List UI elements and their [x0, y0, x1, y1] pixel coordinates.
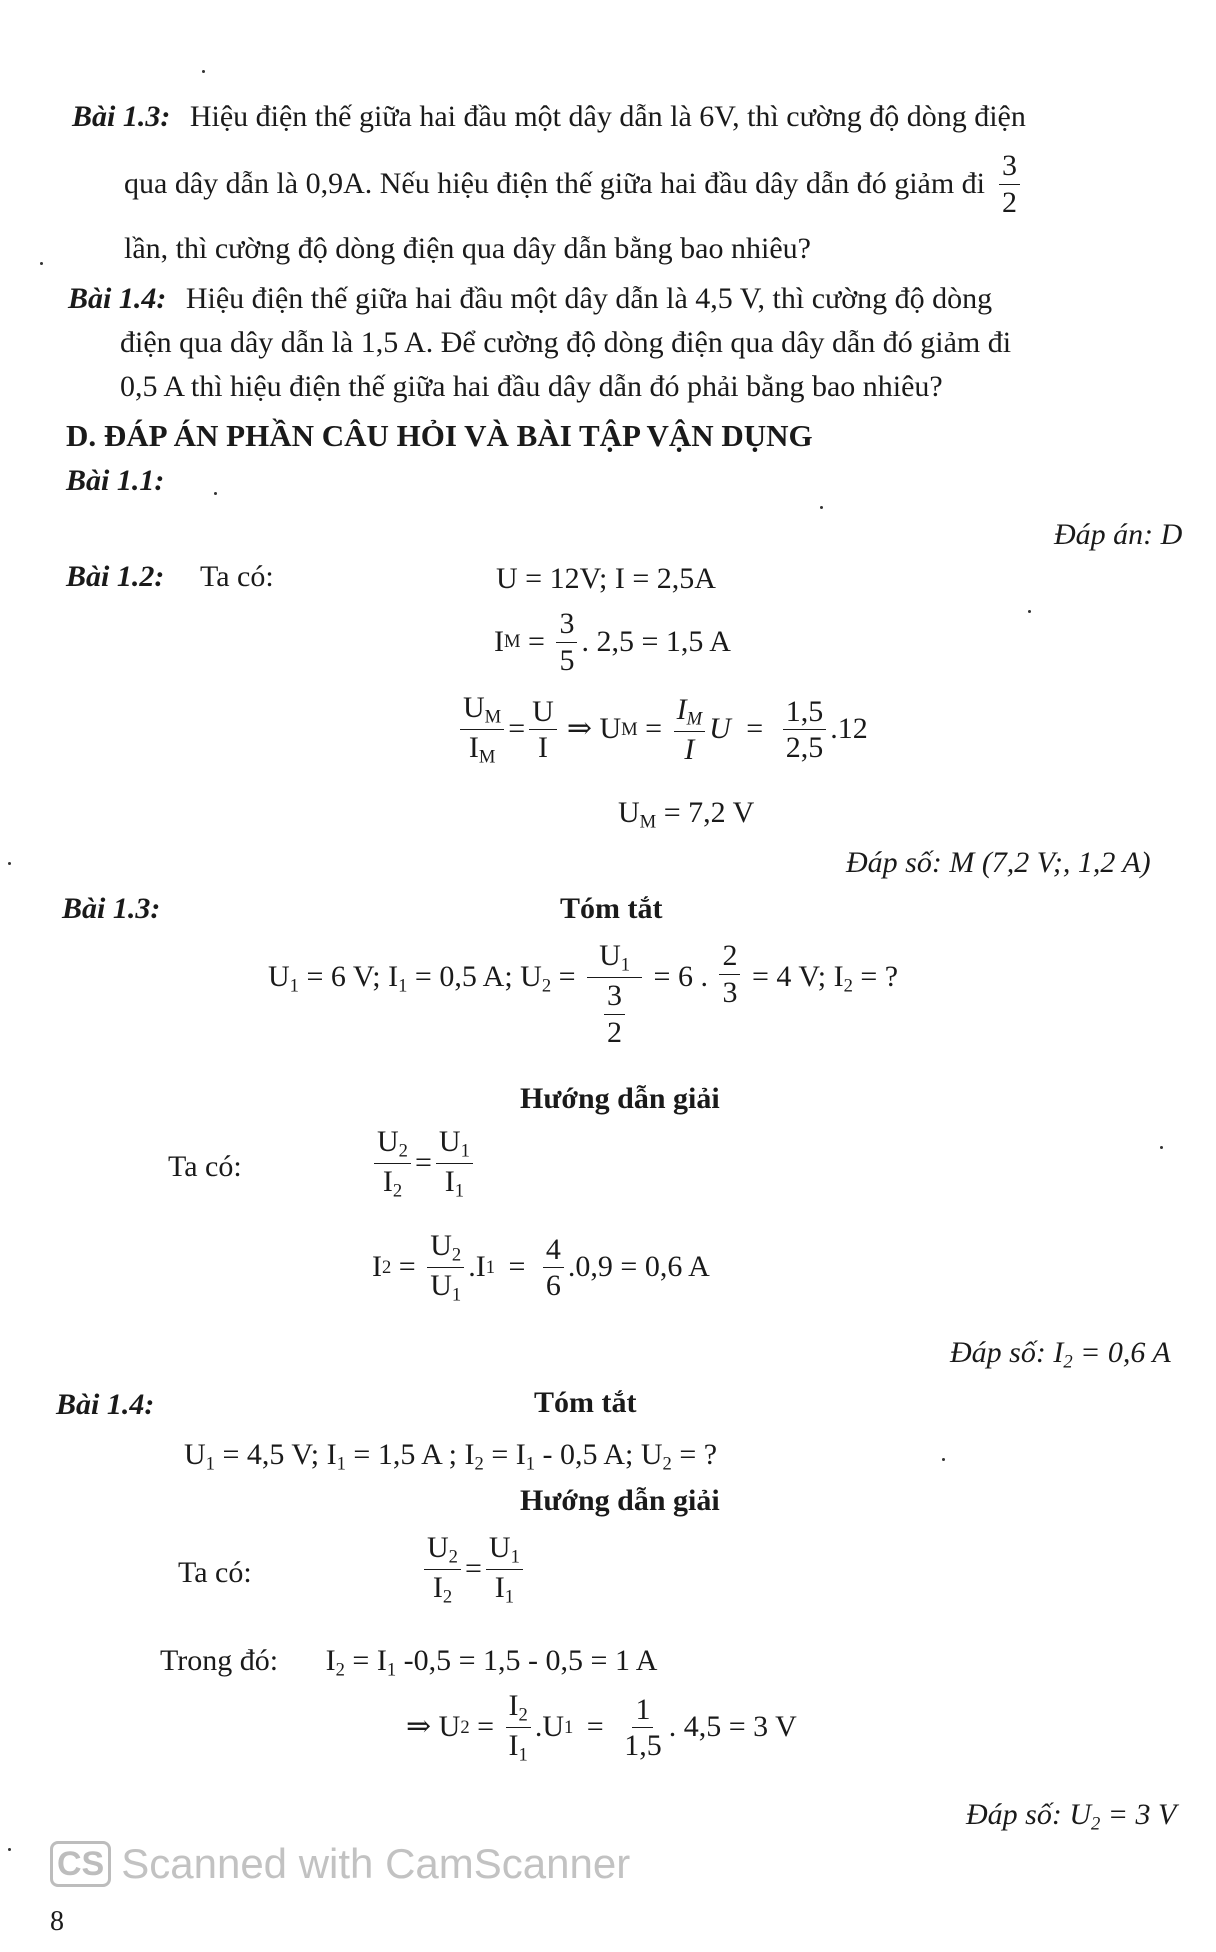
b13-question-line2	[124, 150, 1024, 218]
b14-calc-a-sub: 2	[460, 1716, 470, 1738]
b14-sum-b-sub: 1	[336, 1453, 346, 1475]
b14-ratio-l-den-sub: 2	[442, 1586, 453, 1608]
b14-answer	[966, 1798, 1176, 1835]
b12-im-fraction	[556, 608, 577, 676]
b12-im-symbol: I	[494, 624, 504, 658]
b13-ratio-left	[374, 1126, 411, 1201]
b12-frac1-num-sub: M	[484, 706, 502, 728]
b14-ratio-l-den: I	[432, 1571, 443, 1605]
b13-ratio-right	[436, 1126, 473, 1201]
camscanner-text: Scanned with CamScanner	[121, 1840, 631, 1887]
b13-answer-a: Đáp số: I	[950, 1336, 1064, 1369]
b12-frac2-num: U	[529, 696, 557, 731]
b13-sum-b-sub: 1	[398, 975, 408, 997]
b13-ratio-r-num-sub: 1	[460, 1140, 470, 1162]
b13-ratio-line	[370, 1126, 477, 1201]
b13-question-fraction	[999, 150, 1020, 218]
b12-im-rest: . 2,5 = 1,5 A	[581, 624, 731, 658]
b14-calc-f2-den: 1,5	[624, 1729, 662, 1763]
b13-sum-frac2-num: 2	[719, 940, 740, 975]
b13-sum-d: =	[551, 960, 584, 993]
b12-frac3-den: I	[684, 732, 695, 766]
b13-calc-frac2	[543, 1234, 564, 1302]
scan-speck	[8, 862, 11, 865]
b12-frac-im-i	[674, 694, 706, 766]
b14-where-a: I	[325, 1644, 336, 1677]
b14-calc-d: =	[579, 1710, 612, 1744]
b11-answer: Đáp án: D	[1054, 518, 1183, 551]
b14-ratio-eq: =	[464, 1552, 482, 1586]
b12-frac1-den-sub: M	[478, 746, 496, 768]
b12-frac-values	[783, 696, 827, 764]
b14-sum-a-sub: 1	[205, 1453, 215, 1475]
b14-ratio-right	[486, 1532, 523, 1607]
b14-question-line3	[120, 370, 943, 405]
b12-frac4-num: 1,5	[783, 696, 827, 731]
b13-calc-f-num: U	[430, 1229, 452, 1262]
b13-guide-title: Hướng dẫn giải	[520, 1082, 720, 1115]
b13-calc-f-den: U	[430, 1269, 452, 1303]
b12-im-frac-num: 3	[556, 608, 577, 643]
b14-calc-e: . 4,5 = 3 V	[668, 1710, 797, 1744]
b13-ratio-l-num: U	[377, 1125, 399, 1158]
b12-answer: Đáp số: M (7,2 V;, 1,2 A)	[846, 846, 1151, 879]
b12-im-eq: =	[520, 624, 553, 658]
b12-frac1-den: I	[468, 731, 479, 765]
b14-where-label: Trong đó:	[160, 1644, 279, 1677]
b12-im-frac-den: 5	[559, 643, 575, 677]
b14-sum-d: = I	[483, 1438, 526, 1471]
b14-sum-c: = 1,5 A ; I	[345, 1438, 475, 1471]
b14-answer-a: Đáp số: U	[966, 1798, 1091, 1831]
b13-sum-b: = 6 V; I	[298, 960, 399, 993]
b13-calc-c-sub: 1	[485, 1256, 495, 1278]
b14-calc-b: =	[469, 1710, 502, 1744]
scan-speck	[40, 262, 43, 265]
b14-calc-c: .U	[534, 1710, 564, 1744]
b12-given: U = 12V; I = 2,5A	[496, 562, 716, 595]
b14-where-b: = I	[344, 1644, 387, 1677]
camscanner-logo: CS	[50, 1841, 111, 1887]
b14-calc-f-num-sub: 2	[518, 1704, 528, 1726]
b14-ratio-r-num-sub: 1	[510, 1546, 520, 1568]
scan-speck	[1028, 610, 1031, 613]
b13-question-line3	[124, 232, 811, 267]
b14-calc-a: ⇒ U	[406, 1710, 461, 1744]
b14-calc-f-den-sub: 1	[518, 1744, 528, 1766]
b14-calc-frac2	[621, 1694, 665, 1762]
b13-question-text2: qua dây dẫn là 0,9A. Nếu hiệu điện thế giữa hai đầu dây dẫn đó giảm đi	[124, 166, 986, 200]
b13-sum-inner-den: 2	[607, 1015, 623, 1049]
b13-sum-frac-num: U	[599, 939, 621, 972]
b12-im-sub: M	[504, 631, 521, 653]
b14-where-line	[160, 1644, 657, 1681]
b13-sum-frac-num-sub: 1	[620, 954, 631, 976]
b14-calc-c-sub: 1	[564, 1716, 574, 1738]
b13-sum-c: = 0,5 A; U	[407, 960, 542, 993]
b13-ratio-l-den: I	[382, 1165, 393, 1199]
b13-sum-a: U	[268, 960, 290, 993]
b13-question-text1: Hiệu điện thế giữa hai đầu một dây dẫn là 6V, thì cường độ dòng điện	[189, 100, 1026, 133]
camscanner-watermark	[50, 1840, 630, 1888]
b14-where-b-sub: 1	[386, 1659, 397, 1681]
b13-ratio-r-num: U	[438, 1125, 461, 1158]
b14-calc-f2-num: 1	[632, 1694, 653, 1729]
b14-ratio-r-num: U	[488, 1531, 511, 1564]
b13-sum-e: = 6 .	[646, 960, 716, 993]
b13-calc-line	[372, 1230, 710, 1305]
b13-calc-a: I	[372, 1250, 382, 1284]
b13-calc-c: .I	[468, 1250, 486, 1284]
b14-question-line1	[68, 282, 992, 317]
b11-label: Bài 1.1:	[66, 464, 165, 497]
b12-frac3-eq: =	[738, 712, 771, 746]
b12-result-sub: M	[639, 811, 657, 833]
b13-calc-f-num-sub: 2	[451, 1244, 462, 1266]
b14-calc-frac1	[506, 1690, 531, 1765]
b14-ratio-l-num: U	[427, 1531, 449, 1564]
b14-sum-e-sub: 2	[662, 1453, 672, 1475]
b13-calc-d: =	[500, 1250, 533, 1284]
b12-frac3-num-sub: M	[686, 708, 703, 730]
b14-guide-title: Hướng dẫn giải	[520, 1484, 720, 1517]
b13-summary-title: Tóm tắt	[560, 892, 663, 925]
b14-question-text1: Hiệu điện thế giữa hai đầu một dây dẫn là 4,5 V, thì cường độ dòng	[185, 282, 993, 315]
b14-where-c: -0,5 = 1,5 - 0,5 = 1 A	[396, 1644, 658, 1677]
b13-intro: Ta có:	[168, 1150, 242, 1183]
b12-frac2-den: I	[537, 731, 548, 765]
b13-sum-f: = 4 V; I	[744, 960, 844, 993]
b13-question-frac-den: 2	[1002, 185, 1018, 219]
b13-sum-f-sub: 2	[843, 975, 853, 997]
scan-speck	[820, 506, 823, 509]
b14-calc-line	[406, 1690, 797, 1765]
b13-calc-f2-num: 4	[543, 1234, 564, 1269]
b13-sum-g: = ?	[852, 960, 899, 993]
b12-result	[618, 796, 754, 833]
b12-intro: Ta có:	[200, 560, 274, 593]
b13-calc-a-sub: 2	[382, 1256, 392, 1278]
b12-frac4-after: .12	[830, 712, 868, 746]
b14-label: Bài 1.4:	[56, 1388, 155, 1421]
b13-ratio-r-den: I	[444, 1165, 455, 1199]
b14-intro: Ta có:	[178, 1556, 252, 1589]
b12-frac3-num: I	[676, 692, 687, 726]
b14-answer-b: = 3 V	[1100, 1798, 1177, 1831]
b13-summary-line	[268, 940, 898, 1048]
b13-question-line1	[72, 100, 1026, 135]
page-number: 8	[50, 1906, 64, 1937]
b12-result-u: U	[618, 796, 640, 829]
b12-arrow-sub: M	[621, 718, 638, 740]
b14-question-text3: 0,5 A thì hiệu điện thế giữa hai đầu dây dẫn đó phải bằng bao nhiêu?	[120, 370, 943, 403]
b13-sum-inner-num: 3	[604, 980, 625, 1015]
b14-ratio-r-den: I	[494, 1571, 505, 1605]
b14-ratio-l-num-sub: 2	[448, 1546, 458, 1568]
b12-proportion-line	[456, 692, 868, 767]
b14-ratio-line	[420, 1532, 527, 1607]
b13-calc-b: =	[391, 1250, 424, 1284]
b14-sum-b: = 4,5 V; I	[214, 1438, 337, 1471]
b14-ratio-r-den-sub: 1	[504, 1586, 515, 1608]
scan-speck	[214, 492, 217, 495]
scan-speck	[202, 70, 205, 73]
b12-frac-u-i	[529, 696, 557, 764]
b12-result-rest: = 7,2 V	[656, 796, 755, 829]
b13-sum-c-sub: 2	[541, 975, 552, 997]
b14-answer-sub: 2	[1091, 1813, 1101, 1835]
b13-ratio-l-num-sub: 2	[398, 1140, 408, 1162]
b14-calc-f-den: I	[508, 1729, 519, 1763]
b14-calc-f-num: I	[508, 1689, 519, 1722]
b13-answer-sub: 2	[1063, 1351, 1073, 1373]
scan-speck	[8, 1848, 11, 1851]
b13-label: Bài 1.3:	[62, 892, 161, 925]
b14-question-line2	[120, 326, 1011, 361]
b13-answer-b: = 0,6 A	[1072, 1336, 1171, 1369]
b14-question-text2: điện qua dây dẫn là 1,5 A. Để cường độ dòng điện qua dây dẫn đó giảm đi	[120, 326, 1012, 359]
b12-frac-um-im	[460, 692, 504, 767]
b13-calc-frac1	[427, 1230, 464, 1305]
b13-sum-inner-fraction	[604, 980, 625, 1048]
b12-frac1-num: U	[463, 691, 485, 724]
b14-sum-f: = ?	[671, 1438, 718, 1471]
b14-ratio-left	[424, 1532, 461, 1607]
b14-sum-e: - 0,5 A; U	[535, 1438, 663, 1471]
b12-arrow-eq: =	[637, 712, 670, 746]
b14-sum-c-sub: 2	[474, 1453, 484, 1475]
b13-question-frac-num: 3	[999, 150, 1020, 185]
scan-speck	[942, 1458, 945, 1461]
b13-calc-f-den-sub: 1	[451, 1284, 462, 1306]
b13-calc-e: .0,9 = 0,6 A	[567, 1250, 710, 1284]
b13-sum-compound-fraction	[587, 940, 642, 1048]
b13-question-label: Bài 1.3:	[72, 100, 171, 133]
b12-frac4-den: 2,5	[785, 731, 824, 765]
b13-sum-frac2	[719, 940, 740, 1008]
b12-im-line	[494, 608, 731, 676]
b14-sum-d-sub: 1	[525, 1453, 536, 1475]
b13-calc-f2-den: 6	[545, 1269, 561, 1303]
b13-ratio-eq: =	[414, 1146, 432, 1180]
b12-frac3-after: U	[709, 712, 731, 746]
b12-eq-sign: =	[508, 712, 526, 746]
b13-sum-frac2-den: 3	[722, 975, 738, 1009]
scan-speck	[1160, 1146, 1163, 1149]
b14-summary-title: Tóm tắt	[534, 1386, 637, 1419]
b12-label: Bài 1.2:	[66, 560, 165, 593]
b13-question-text3: lần, thì cường độ dòng điện qua dây dẫn bằng bao nhiêu?	[124, 232, 811, 265]
b14-where-a-sub: 2	[335, 1659, 345, 1681]
b14-sum-a: U	[184, 1438, 206, 1471]
section-heading: D. ĐÁP ÁN PHẦN CÂU HỎI VÀ BÀI TẬP VẬN DỤNG	[66, 418, 813, 453]
b14-question-label: Bài 1.4:	[68, 282, 167, 315]
b13-sum-a-sub: 1	[289, 975, 299, 997]
b13-ratio-r-den-sub: 1	[454, 1180, 465, 1202]
b12-arrow-u: ⇒ U	[566, 712, 622, 746]
b14-summary-line	[184, 1438, 717, 1475]
b13-answer	[950, 1336, 1171, 1373]
b13-ratio-l-den-sub: 2	[392, 1180, 403, 1202]
